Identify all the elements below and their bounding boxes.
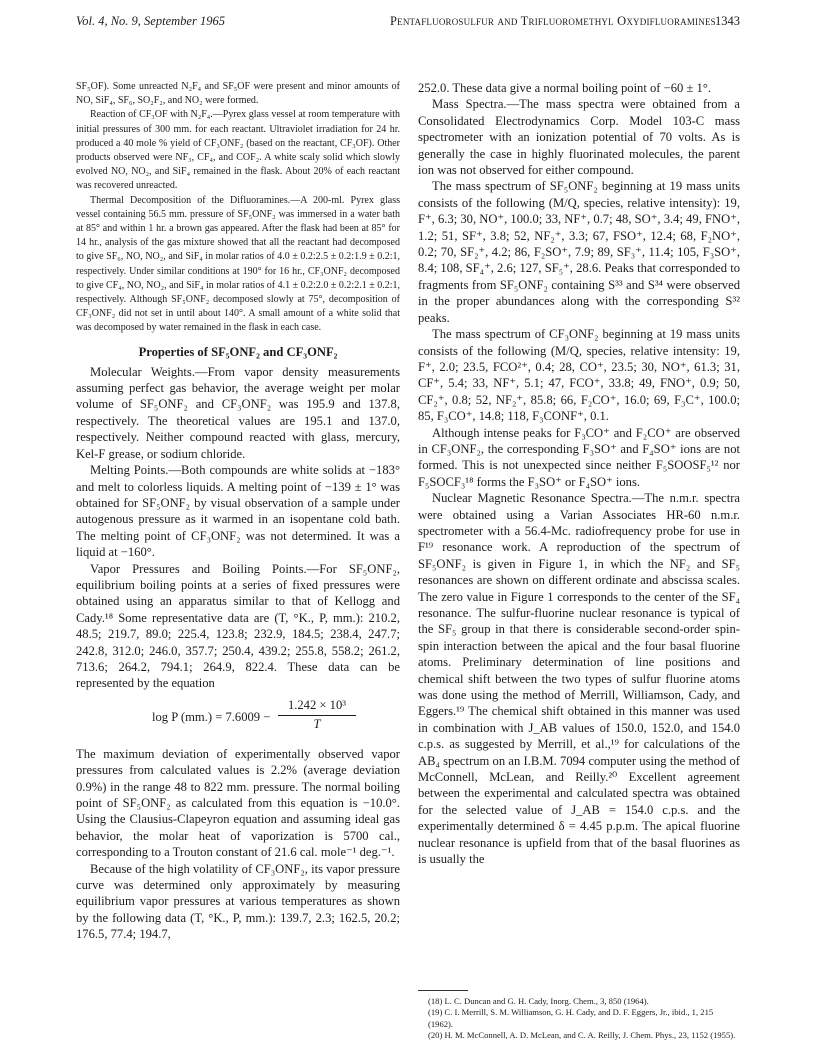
footnote-rule — [418, 990, 468, 991]
left-column — [76, 80, 400, 943]
paragraph: The mass spectrum of SF₅ONF₂ beginning at 19 mass units consists of the following (M/Q, species, relative intensity): 19, F⁺, 6.3; 30, NO⁺, 100.0; 33, NF⁺, 0.7; 48, SO⁺, 3.4; 49, FNO⁺, 1.2; 51, SF⁺, 3.8; 52, NF₂⁺, 3.3; 67, FSO⁺, 12.4; 68, F₂NO⁺, 0.2; 70, SF₂⁺, 4.2; 86, F₂SO⁺, 7.9; 89, SF₃⁺, 11.4; 105, F₃SO⁺, 8.4; 108, SF₄⁺, 2.6; 127, SF₅⁺, 28.6. Peaks that corresponded to fragments from SF₅ONF₂ containing S³³ and S³⁴ were observed in the proper abundances along with the corresponding S³² peaks. — [418, 179, 740, 325]
journal-volume-issue: Vol. 4, No. 9, September 1965 — [76, 14, 225, 28]
running-header — [76, 14, 740, 34]
paragraph: The maximum deviation of experimentally observed vapor pressures from calculated values is 2.2% (average deviation 0.9%) in the range 48 to 822 mm. pressure. The normal boiling point of SF₅ONF₂ as calculated from this equation is −10.0°. Using the Clausius-Clapeyron equation and assuming ideal gas behavior, the molar heat of vaporization is 5700 cal., corresponding to a Trouton constant of 21.6 cal. mole⁻¹ deg.⁻¹. — [76, 746, 400, 860]
right-column — [418, 80, 740, 868]
paragraph: Melting Points.—Both compounds are white solids at −183° and melt to colorless liquids. A melting point of −139 ± 1° was obtained for SF₅ONF₂ by visual observation of a sample under autogenous pressure as it warmed in an isopentane cold bath. The melting point of CF₃ONF₂ was not determined. It was a liquid at −160°. — [76, 463, 400, 560]
paragraph: SF₅OF). Some unreacted N₂F₄ and SF₅OF were present and minor amounts of NO, SiF₄, SF₆, SO₂F₂, and NO₂ were formed. — [76, 81, 400, 107]
footnote: (20) H. M. McConnell, A. D. McLean, and C. A. Reilly, J. Chem. Phys., 23, 1152 (1955). — [428, 1030, 736, 1041]
footnotes — [428, 996, 740, 1042]
paragraph: Mass Spectra.—The mass spectra were obtained from a Consolidated Electrodynamics Corp. Model 103-C mass spectrometer with an ionization potential of 70 volts. As is generally the case in highly fluorinated molecules, the parent ion was not observed for either compound. — [418, 97, 740, 178]
paragraph: 252.0. These data give a normal boiling point of −60 ± 1°. — [418, 81, 712, 95]
paragraph: Thermal Decomposition of the Difluoramines.—A 200-ml. Pyrex glass vessel containing 56.5 mm. pressure of SF₅ONF₂ was immersed in a water bath at 85° and within 1 hr. a brown gas appeared. After the flask had been at 85° for 14 hr., analysis of the gas mixture showed that all the reactant had decomposed to give SF₆, NO, NO₂, and SiF₄ in molar ratios of 4.0 ± 0.2:2.5 ± 0.2:1.9 ± 0.2:1, respectively. Under similar conditions at 190° for 16 hr., CF₃ONF₂ decomposed to give CF₄, NO, NO₂, and SiF₄ in molar ratios of 4.1 ± 0.2:2.0 ± 0.2:2.1 ± 0.2:1, respectively. Although SF₅ONF₂ decomposed slowly at 75°, decomposition of CF₃ONF₂ did not set in until about 140°. A small amount of a white solid that was decomposed by water remained in the flask in each case. — [76, 194, 400, 334]
paragraph: Because of the high volatility of CF₃ONF₂, its vapor pressure curve was determined only approximately by measuring equilibrium vapor pressures at various temperatures as shown by the following data (T, °K., P, mm.): 139.7, 2.3; 162.5, 20.2; 176.5, 77.4; 194.7, — [76, 861, 400, 942]
equation-lhs: log P (mm.) = 7.6009 − — [152, 709, 271, 724]
paragraph: Reaction of CF₃OF with N₂F₄.—Pyrex glass vessel at room temperature with initial pressures of 300 mm. for each reactant. Ultraviolet irradiation for 24 hr. produced a 40 mole % yield of CF₃ONF₂ (based on the reactant, CF₃OF). Other products observed were NF₃, CF₄, and COF₂. A white scaly solid which slowly evolved NO, NO₂, and SiF₄ remained in the flask. About 20% of each reactant was recovered unreacted. — [76, 109, 400, 192]
paragraph: Molecular Weights.—From vapor density measurements assuming perfect gas behavior, the average weight per molar volume of SF₅ONF₂ and CF₃ONF₂ was 195.9 and 137.8, respectively. The theoretical values are 195.1 and 137.0, respectively. Neither compound reacted with glass, mercury, Kel-F grease, or sodium chloride. — [76, 364, 400, 461]
equation-numerator: 1.242 × 10³ — [278, 698, 356, 716]
running-title: Pentafluorosulfur and Trifluoromethyl Oxydifluoramines — [390, 14, 716, 28]
paragraph: Nuclear Magnetic Resonance Spectra.—The n.m.r. spectra were obtained using a Varian Associates HR-60 n.m.r. spectrometer with a 56.4-Mc. radiofrequency probe for use in F¹⁹ resonance work. A reproduction of the spectrum of SF₅ONF₂ is given in Figure 1, in which the NF₂ and SF₅ resonances are shown on different ordinate and abscissa scales. The zero value in Figure 1 corresponds to the center of the SF₄ resonance. The sulfur-fluorine nuclear resonance is typical of the SF₅ group in that there is considerable second-order spin-spin interaction between the apical and the four basal fluorine atoms. Preliminary determination of line positions and chemical shift between the two types of sulfur fluorine atoms was done using the method of Merrill, Williamson, Cady, and Eggers.¹⁹ The chemical shift obtained in this manner was used in combination with J_AB values of 150.0, 152.0, and 154.0 c.p.s. as suggested by Merrill, et al.,¹⁹ for calculations of the AB₄ spectrum on an I.B.M. 7094 computer using the method of McConnell, McLean, and Reilly.²⁰ Excellent agreement between the experimental and calculated spectra was obtained for the selected value of J_AB = 154.0 c.p.s. and the experimentally determined δ = 4.45 p.p.m. The apical fluorine nuclear resonance is upfield from that of the basal fluorines as is usually the — [418, 491, 740, 867]
vapor-pressure-equation — [76, 698, 400, 740]
equation-fraction — [278, 698, 356, 732]
section-heading: Properties of SF₅ONF₂ and CF₃ONF₂ — [138, 344, 338, 359]
footnote: (18) L. C. Duncan and G. H. Cady, Inorg. Chem., 3, 850 (1964). — [428, 996, 649, 1006]
equation-denominator: T — [313, 716, 321, 731]
paragraph: The mass spectrum of CF₃ONF₂ beginning at 19 mass units consists of the following (M/Q, species, relative intensity: 19, F⁺, 2.0; 23.5, FCO²⁺, 0.4; 28, CO⁺, 23.5; 30, NO⁺, 61.3; 31, CF⁺, 5.4; 33, NF⁺, 5.1; 47, FCO⁺, 33.8; 49, FNO⁺, 0.9; 50, CF₂⁺, 0.8; 52, NF₂⁺, 85.8; 66, F₂CO⁺, 16.0; 69, F₃C⁺, 100.0; 85, F₃CO⁺, 14.8; 118, F₃CONF⁺, 0.1. — [418, 327, 740, 424]
footnote: (19) C. I. Merrill, S. M. Williamson, G. H. Cady, and D. F. Eggers, Jr., ibid., 1, 215 (1962). — [428, 1007, 714, 1029]
paragraph: Vapor Pressures and Boiling Points.—For SF₅ONF₂, equilibrium boiling points at a series of fixed pressures were obtained using an apparatus similar to that of Kellogg and Cady.¹⁸ Some representative data are (T, °K., P, mm.): 210.2, 48.5; 219.7, 89.0; 225.4, 123.8; 232.9, 184.5; 238.4, 247.7; 242.8, 312.0; 246.0, 357.7; 250.4, 439.2; 255.8, 558.2; 261.2, 713.6; 264.2, 794.1; 264.9, 822.4. These data can be represented by the equation — [76, 561, 400, 691]
paragraph: Although intense peaks for F₃CO⁺ and F₂CO⁺ are observed in CF₃ONF₂, the corresponding F₃SO⁺ and F₄SO⁺ ions are not formed. This is not unexpected since neither F₅SOOSF₅¹² nor F₅SOCF₃¹⁸ forms the F₃SO⁺ or F₄SO⁺ ions. — [418, 425, 740, 489]
page-number: 1343 — [715, 14, 740, 28]
